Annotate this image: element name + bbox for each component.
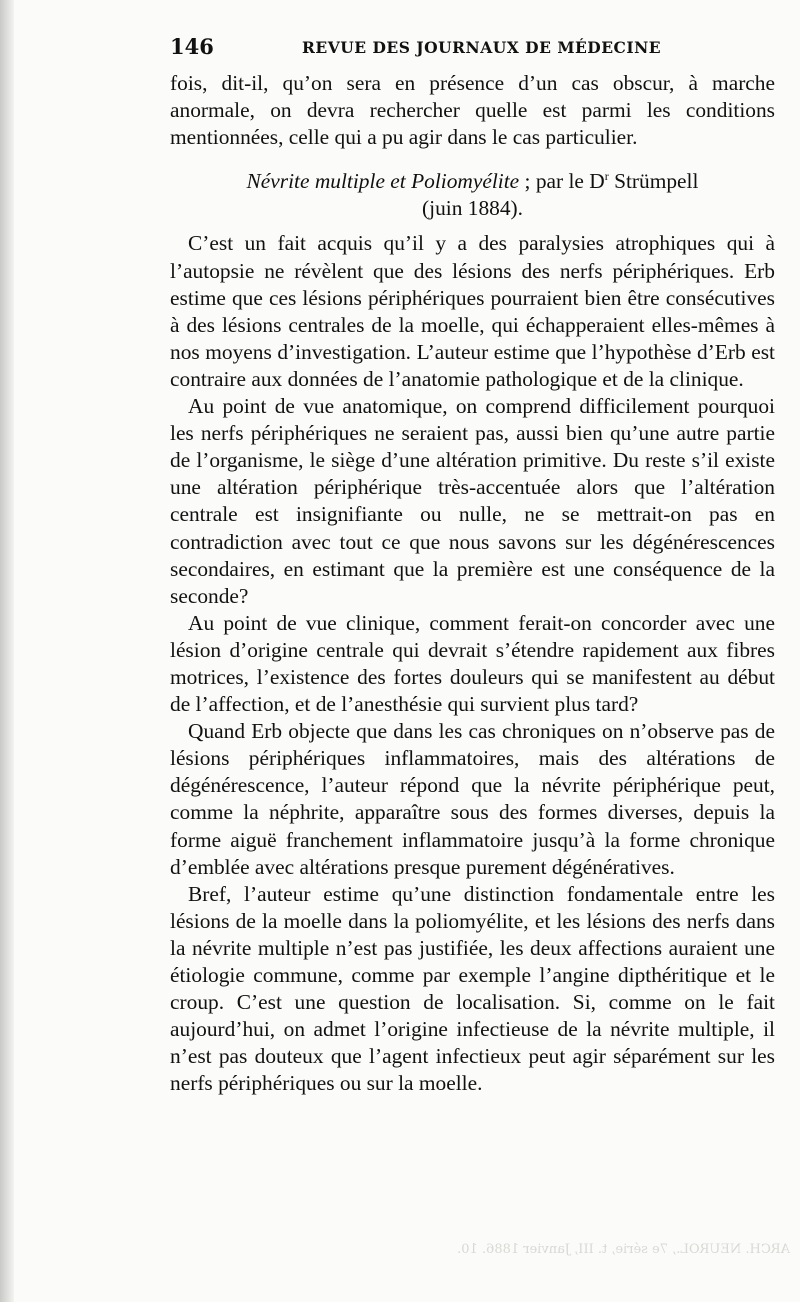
paragraph: Quand Erb objecte que dans les cas chroniques on n’observe pas de lésions périphériques inflammatoires, mais des altérations de dégénérescence, l’auteur répond que la névrite périphérique peut, comme la néphrite, apparaître sous des formes diverses, depuis la forme aiguë franchement inflammatoire jusqu’à la forme chronique d’emblée avec altérations presque purement dégénératives. (170, 719, 775, 879)
paragraph: C’est un fait acquis qu’il y a des paralysies atrophiques qui à l’autopsie ne révèlent que des lésions des nerfs périphériques. Erb estime que ces lésions périphériques pourraient bien être consécutives à des lésions centrales de la moelle, qui échapperaient elles-mêmes à nos moyens d’investigation. L’auteur estime que l’hypothèse d’Erb est contraire aux données de l’anatomie pathologique et de la clinique. (170, 231, 775, 391)
article-date: (juin 1884). (422, 196, 523, 221)
running-head: REVUE DES JOURNAUX DE MÉDECINE (302, 38, 662, 57)
page-header (170, 34, 780, 62)
bleed-through-footer: ARCH. NEUROL., 7e série, t. III, Janvier 1886. 10. (457, 1242, 790, 1257)
article-title-sup: r (604, 169, 609, 184)
body-text (170, 70, 775, 1097)
page-number: 146 (170, 34, 214, 59)
paragraph: Au point de vue clinique, comment ferait-on concorder avec une lésion d’origine centrale qui devrait s’étendre rapidement aux fibres motrices, l’existence des fortes douleurs qui se manifestent au début de l’affection, et de l’anesthésie qui survient plus tard? (170, 610, 775, 717)
page-gutter-shadow (0, 0, 14, 1302)
article-title-sep: ; par le D (519, 169, 605, 194)
paragraph: Au point de vue anatomique, on comprend difficilement pourquoi les nerfs périphériques ne seraient pas, aussi bien qu’une autre partie de l’organisme, le siège d’une altération primitive. Du reste s’il existe une altération périphérique très-accentuée alors que l’altération centrale est insignifiante ou nulle, ne se mettrait-on pas en contradiction avec tout ce que nous savons sur les dégénérescences secondaires, en estimant que la première est une conséquence de la seconde? (170, 394, 775, 608)
intro-paragraph: fois, dit-il, qu’on sera en présence d’un cas obscur, à marche anormale, on devra rechercher quelle est parmi les conditions mentionnées, celle qui a pu agir dans le cas particulier. (170, 71, 775, 150)
article-author: Strümpell (608, 169, 699, 194)
paragraph: Bref, l’auteur estime qu’une distinction fondamentale entre les lésions de la moelle dans la poliomyélite, et les lésions des nerfs dans la névrite multiple n’est pas justifiée, les deux affections auraient une étiologie commune, comme par exemple l’angine dipthéritique et le croup. C’est une question de localisation. Si, comme on le fait aujourd’hui, on admet l’origine infectieuse de la névrite multiple, il n’est pas douteux que l’agent infectieux peut agir séparément sur les nerfs périphériques ou sur la moelle. (170, 881, 775, 1096)
article-title-italic: Névrite multiple et Poliomyélite (246, 169, 520, 194)
article-title (170, 163, 775, 222)
